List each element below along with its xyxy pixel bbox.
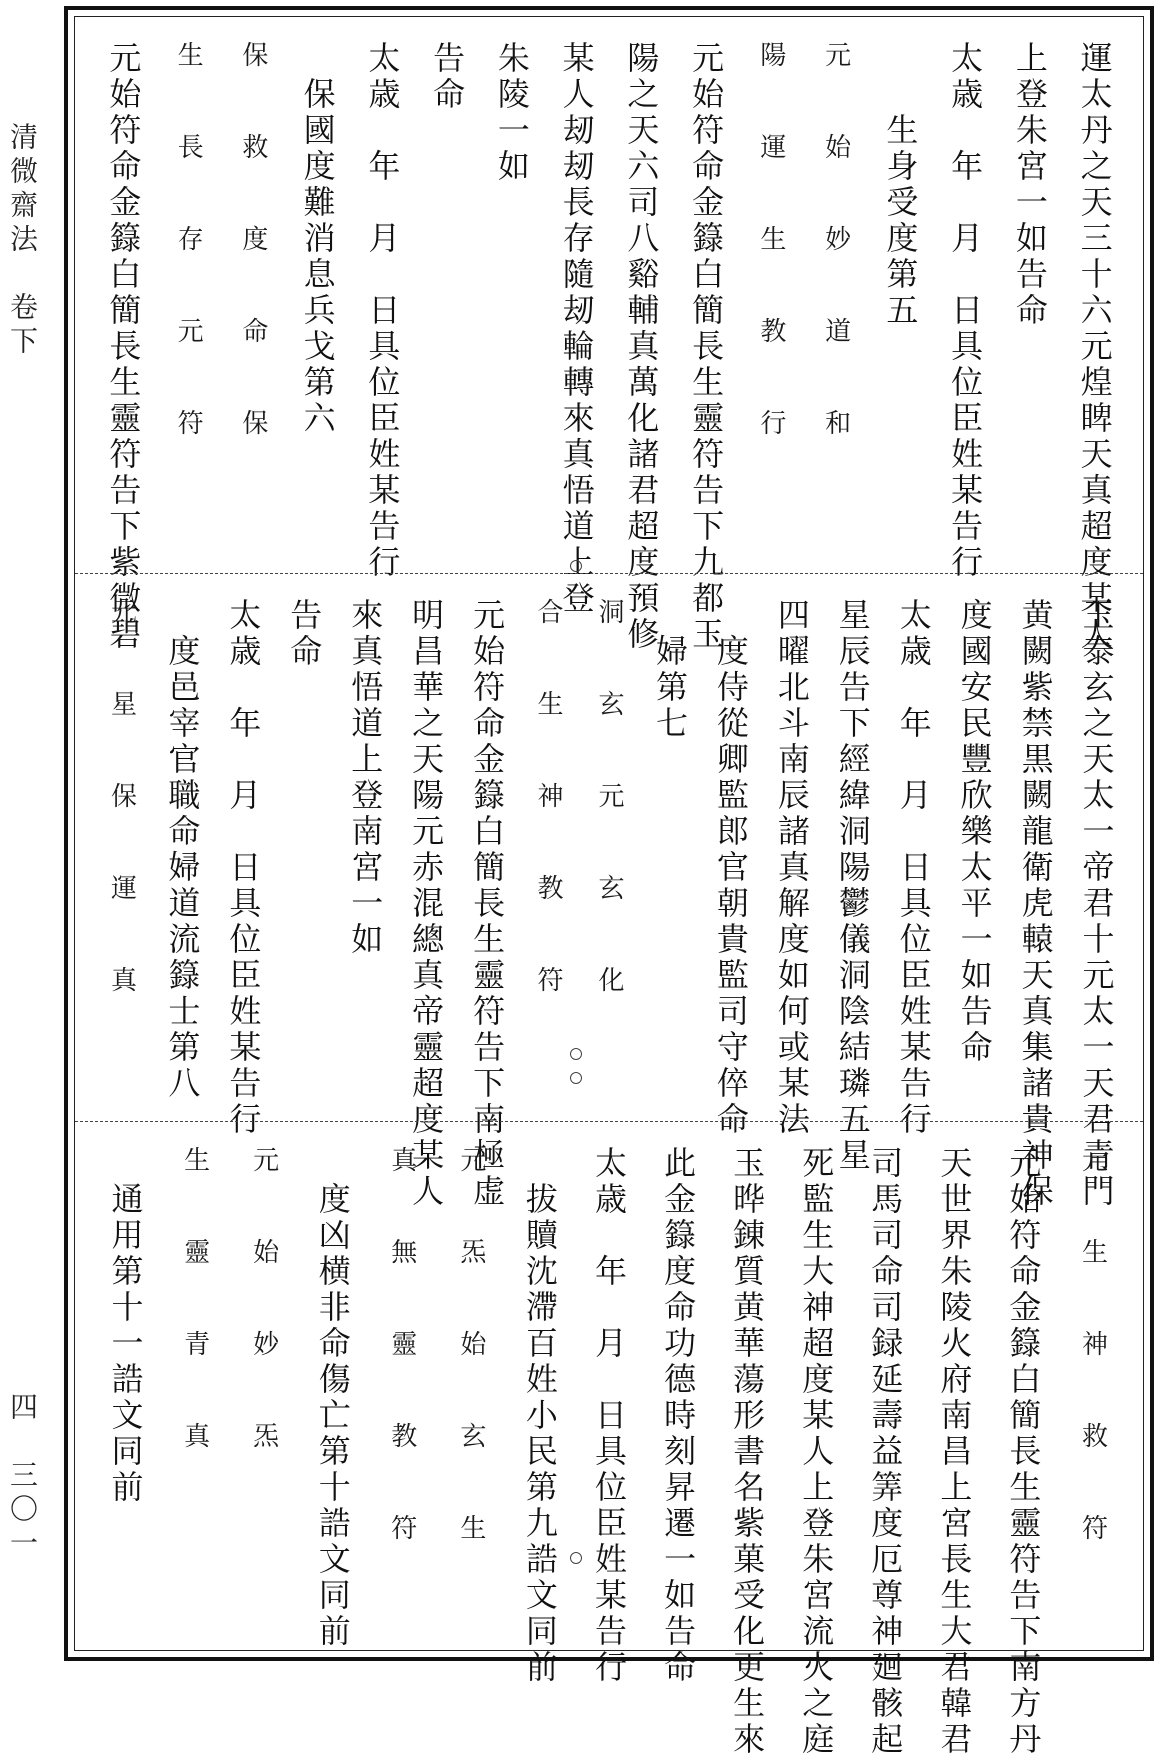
talisman-column: 陽 運 生 教 行 <box>755 41 786 455</box>
text-column: 四曜北斗南辰諸真解度如何或某法 <box>772 598 811 1138</box>
text-column: 度邑宰官職命婦道流籙士第八 <box>163 598 202 1102</box>
text-column: 元始符命金籙白簡長生靈符告下九都玉 <box>687 41 726 653</box>
panel-3 <box>75 1121 1143 1758</box>
text-column: 元始符命金籙白簡長生靈符告下紫微碧 <box>104 41 143 653</box>
text-column: 元始符命金籙白簡長生靈符告下南方丹 <box>1004 1146 1043 1758</box>
text-column: 度國安民豐欣樂太平一如告命 <box>955 598 994 1066</box>
text-column: 玉晔錬質黄華蕩形書名紫菓受化更生來 <box>728 1146 767 1758</box>
circle-mark <box>570 1072 582 1084</box>
text-column: 元始符命金籙白簡長生靈符告下南極虚 <box>468 598 507 1210</box>
text-column: 運太丹之天三十六元煌睥天真超度某人 <box>1075 41 1114 653</box>
panel-2 <box>75 573 1143 1210</box>
talisman-column: 元 始 妙 道 和 <box>820 41 851 455</box>
text-column: 朱陵一如 <box>492 41 531 185</box>
circle-mark <box>570 1552 582 1564</box>
text-column: 太歳 年 月 日具位臣姓某告行 <box>363 41 402 581</box>
text-column: 死監生大神超度某人上登朱宮流火之庭 <box>797 1146 836 1758</box>
text-column: 玉泰玄之天太一帝君十元太一天君青門 <box>1077 598 1116 1210</box>
talisman-column: 元 始 妙 炁 <box>248 1146 279 1468</box>
text-column: 保國度難消息兵戈第六 <box>298 41 337 437</box>
circle-mark <box>570 560 582 572</box>
text-column: 陽之天六司八谿輔真萬化諸君超度預修 <box>622 41 661 653</box>
talisman-column: 生 長 存 元 符 <box>173 41 204 455</box>
text-column: 生身受度第五 <box>881 41 920 329</box>
talisman-column: 生 靈 青 真 <box>179 1146 210 1468</box>
text-column: 太歳 年 月 日具位臣姓某告行 <box>946 41 985 581</box>
text-column: 天世界朱陵火府南昌上宮長生大君韓君 <box>935 1146 974 1758</box>
text-column: 通用第十一誥文同前 <box>106 1146 145 1506</box>
side-page-number: 四 三〇一 <box>6 1392 39 1562</box>
text-column: 太歳 年 月 日具位臣姓某告行 <box>894 598 933 1138</box>
talisman-column: 合 生 神 教 符 <box>533 598 564 1012</box>
text-column: 度凶横非命傷亡第十誥文同前 <box>313 1146 352 1650</box>
text-column: 度侍從卿監郎官朝貴監司守倅命 <box>711 598 750 1138</box>
text-column: 上登朱宮一如告命 <box>1010 41 1049 329</box>
talisman-column: 元 生 神 救 符 <box>1077 1146 1108 1560</box>
text-column: 婦第七 <box>650 598 689 742</box>
talisman-column: 洞 玄 元 玄 化 <box>594 598 624 1012</box>
text-column: 司馬司命司録延壽益筭度厄尊神廻骸起 <box>866 1146 905 1758</box>
talisman-column: 真 無 靈 教 符 <box>386 1146 417 1560</box>
talisman-column: 元 星 保 運 真 <box>106 598 137 1012</box>
talisman-column: 元 炁 始 玄 生 <box>455 1146 486 1560</box>
text-column: 此金籙度命功德時刻昇遷一如告命 <box>659 1146 698 1686</box>
page-frame <box>64 6 1154 1758</box>
text-column: 明昌華之天陽元赤混總真帝靈超度某人 <box>407 598 446 1210</box>
text-column: 某人刼刼長存隨刼輪轉來真悟道上登 <box>557 41 596 617</box>
text-column: 黄闕紫禁黒闕龍衛虎轅天真集諸貴神保 <box>1016 598 1055 1210</box>
side-title: 清微齋法 卷下 <box>6 122 39 360</box>
text-column: 告命 <box>285 598 324 670</box>
talisman-column: 保 救 度 命 保 <box>237 41 268 455</box>
text-column: 拔贖沈滯百姓小民第九誥文同前 <box>520 1146 559 1686</box>
text-column: 告命 <box>428 41 467 113</box>
text-column: 來真悟道上登南宮一如 <box>346 598 385 958</box>
text-column: 星辰告下經緯洞陽鬱儀洞陰結璘五星 <box>833 598 872 1174</box>
text-column: 太歳 年 月 日具位臣姓某告行 <box>224 598 263 1138</box>
inner-border <box>74 16 1144 1758</box>
text-column: 太歳 年 月 日具位臣姓某告行 <box>590 1146 628 1686</box>
panel-1 <box>75 17 1143 653</box>
circle-mark <box>570 1048 582 1060</box>
